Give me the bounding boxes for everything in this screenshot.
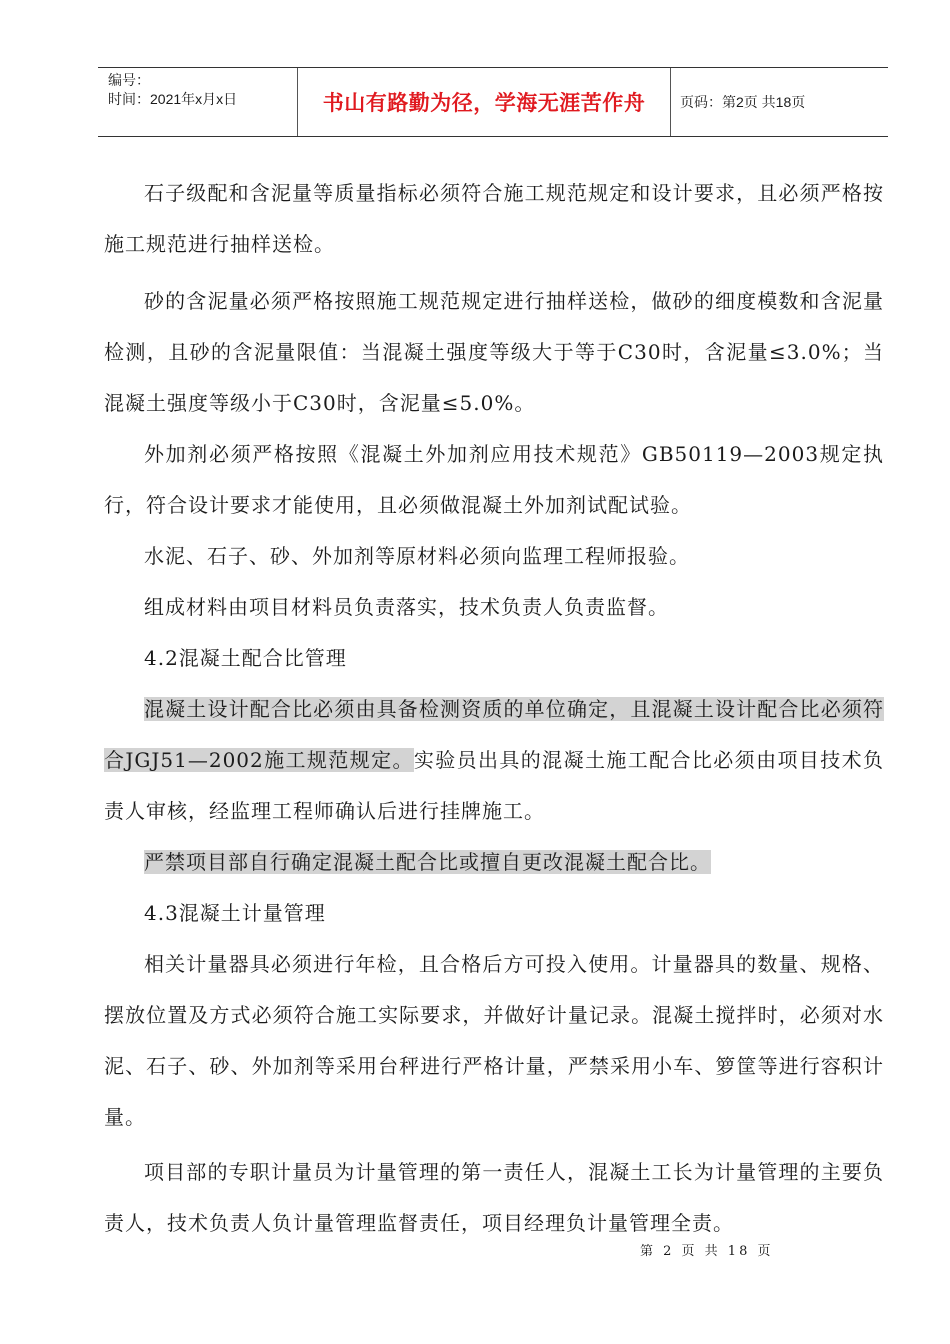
header-meta xyxy=(98,68,298,136)
paragraph-forbid xyxy=(104,837,884,888)
document-body xyxy=(104,160,884,1249)
header-motto: 书山有路勤为径，学海无涯苦作舟 xyxy=(298,68,671,136)
paragraph: 项目部的专职计量员为计量管理的第一责任人，混凝土工长为计量管理的主要负责人，技术负责人负计量管理监督责任，项目经理负计量管理全责。 xyxy=(104,1160,884,1235)
paragraph: 组成材料由项目材料员负责落实，技术负责人负责监督。 xyxy=(144,595,669,619)
paragraph-text: 实验员出具的混凝土施工配合比必须由项目技术负责人审核，经监理工程师确认后进行挂牌施工。 xyxy=(104,748,885,823)
doc-number-label: 编号： xyxy=(108,72,150,88)
section-heading-4-2: 4.2混凝土配合比管理 xyxy=(144,646,347,670)
section-heading-4-3: 4.3混凝土计量管理 xyxy=(144,901,326,925)
page-footer: 第 2 页 共 18 页 xyxy=(640,1244,774,1259)
page-header xyxy=(98,67,888,137)
paragraph: 水泥、石子、砂、外加剂等原材料必须向监理工程师报验。 xyxy=(144,544,690,568)
paragraph-mix-ratio xyxy=(104,684,884,837)
doc-time-label: 时间：2021年x月x日 xyxy=(108,91,238,107)
paragraph: 外加剂必须严格按照《混凝土外加剂应用技术规范》GB50119—2003规定执行，符合设计要求才能使用，且必须做混凝土外加剂试配试验。 xyxy=(104,442,884,517)
highlighted-text: 混凝土设计配合比必须由具备检测资质的单位确定，且混凝土设计配合比必须符合JGJ51—2002施工规范规定。 xyxy=(104,697,884,772)
header-page-label: 页码：第2页 共18页 xyxy=(680,94,806,110)
paragraph: 石子级配和含泥量等质量指标必须符合施工规范规定和设计要求，且必须严格按施工规范进行抽样送检。 xyxy=(104,181,884,256)
paragraph: 砂的含泥量必须严格按照施工规范规定进行抽样送检，做砂的细度模数和含泥量检测，且砂的含泥量限值：当混凝土强度等级大于等于C30时，含泥量≤3.0%；当混凝土强度等级小于C30时，含泥量≤5.0%。 xyxy=(104,289,884,415)
highlighted-text: 严禁项目部自行确定混凝土配合比或擅自更改混凝土配合比。 xyxy=(144,850,711,874)
paragraph: 相关计量器具必须进行年检，且合格后方可投入使用。计量器具的数量、规格、摆放位置及方式必须符合施工实际要求，并做好计量记录。混凝土搅拌时，必须对水泥、石子、砂、外加剂等采用台秤进行严格计量，严禁采用小车、箩筐等进行容积计量。 xyxy=(104,952,884,1129)
